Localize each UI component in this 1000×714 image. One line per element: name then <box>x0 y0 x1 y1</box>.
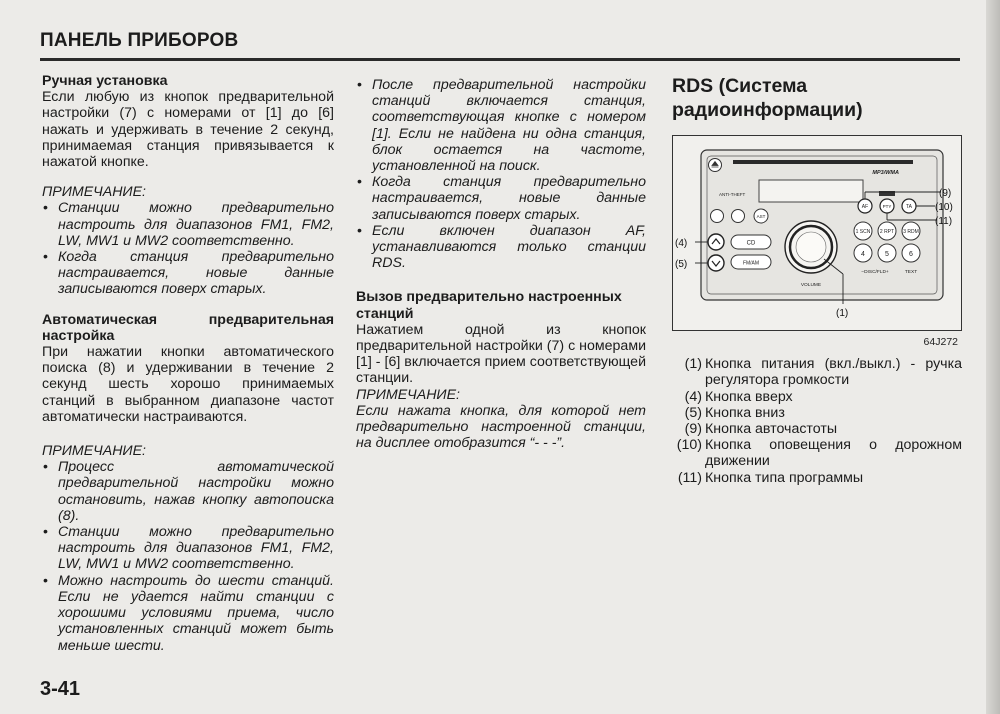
legend-item: (5) Кнопка вниз <box>684 404 785 421</box>
disc-fld-label: −DISC/FLD+ <box>861 270 889 275</box>
figure-legend <box>672 356 962 486</box>
note-list <box>42 200 334 297</box>
svg-text:PTY: PTY <box>882 204 892 209</box>
legend-item: (1) Кнопка питания (вкл./выкл.) - ручка регулятора громкости <box>684 356 962 389</box>
note-label: ПРИМЕЧАНИЕ: <box>42 443 146 460</box>
note-item: • Процесс автоматической предварительной настройки можно остановить, нажав кнопку автопоиска (8). <box>42 459 334 524</box>
page-number: 3-41 <box>40 678 81 700</box>
up-button-icon <box>708 234 724 250</box>
svg-text:AST: AST <box>756 214 766 219</box>
note-label: ПРИМЕЧАНИЕ: <box>42 184 146 201</box>
callout-9: (9) <box>939 188 952 199</box>
display-window <box>759 180 863 202</box>
callout-1: (1) <box>836 308 849 319</box>
manual-setup-heading: Ручная установка <box>42 73 168 89</box>
scan-button-icon <box>711 210 724 223</box>
note-item: • После предварительной настройки станций включается станция, соответствующая кнопке с номером [1]. Если не найдена ни одна станция, блок остается на частоте, установленной на поиск. <box>356 77 646 174</box>
svg-text:FM/AM: FM/AM <box>742 260 760 267</box>
note-item: • Станции можно предварительно настроить для диапазонов FM1, FM2, LW, MW1 и MW2 соответственно. <box>42 524 334 573</box>
svg-text:3 RDM: 3 RDM <box>903 229 919 235</box>
svg-text:6: 6 <box>909 251 913 258</box>
note-text: Если нажата кнопка, для которой нет предварительно настроенной станции, на дисплее отобразится “- - -”. <box>356 402 646 452</box>
legend-item: (10) Кнопка оповещения о дорожном движении <box>676 437 962 470</box>
down-button-icon <box>708 255 724 271</box>
note-list <box>42 459 334 653</box>
mode-button-icon <box>732 210 745 223</box>
svg-text:4: 4 <box>861 251 865 258</box>
right-column <box>672 74 962 486</box>
page-binding-edge <box>986 0 1000 714</box>
note-item: • Станции можно предварительно настроить для диапазонов FM1, FM2, LW, MW1 и MW2 соответственно. <box>42 200 334 249</box>
manual-setup-text: Если любую из кнопок предварительной настройки (7) с номерами от [1] до [6] нажать и удерживать в течение 2 секунд, принимаемая станция привязывается к нажатой кнопке. <box>42 89 334 171</box>
left-column <box>42 73 334 654</box>
anti-theft-label: ANTI-THEFT <box>719 192 746 197</box>
figure-code: 64J272 <box>923 336 958 348</box>
text-label: TEXT <box>904 270 918 275</box>
callout-11: (11) <box>935 216 953 227</box>
title-divider <box>40 58 960 61</box>
callout-5: (5) <box>675 259 688 270</box>
volume-label: VOLUME <box>800 283 822 288</box>
legend-item: (9) Кнопка авточастоты <box>684 421 838 438</box>
note-item: • Если включен диапазон AF, устанавливаются только станции RDS. <box>356 223 646 272</box>
svg-text:TA: TA <box>905 204 913 210</box>
recall-preset-text: Нажатием одной из кнопок предварительной настройки (7) с номерами [1] - [6] включается прием соответствующей станции. <box>356 321 646 387</box>
page-title: ПАНЕЛЬ ПРИБОРОВ <box>40 30 239 51</box>
auto-preset-heading: Автоматическая предварительная настройка <box>42 311 334 344</box>
legend-item: (11) Кнопка типа программы <box>677 469 864 486</box>
radio-panel-diagram <box>672 135 962 331</box>
cd-slot <box>733 160 913 164</box>
svg-text:5: 5 <box>885 251 889 258</box>
callout-4: (4) <box>675 238 688 249</box>
note-item: • Когда станция предварительно настраивается, новые данные записываются поверх старых. <box>42 249 334 298</box>
rds-section-title: RDS (Система радиоинформации) <box>672 75 863 121</box>
callout-10: (10) <box>935 202 953 213</box>
note-label: ПРИМЕЧАНИЕ: <box>356 386 460 403</box>
middle-column <box>356 77 646 451</box>
recall-preset-heading: Вызов предварительно настроенных станций <box>356 289 622 322</box>
note-item: • Когда станция предварительно настраивается, новые данные записываются поверх старых. <box>356 174 646 223</box>
svg-text:AF: AF <box>861 204 869 210</box>
svg-text:2 RPT: 2 RPT <box>879 229 895 235</box>
auto-preset-text: При нажатии кнопки автоматического поиска (8) и удерживании в течение 2 секунд шесть хорошо принимаемых станций в выбранном диапазоне частот автоматически настраиваются. <box>42 344 334 425</box>
mp3-wma-logo: MP3/WMA <box>872 170 899 176</box>
legend-item: (4) Кнопка вверх <box>684 388 793 405</box>
note-list <box>356 77 646 271</box>
svg-text:1 SCN: 1 SCN <box>855 229 871 235</box>
note-item: • Можно настроить до шести станций. Если не удается найти станции с хорошими условиями приема, число установленных станций может быть меньше шести. <box>42 573 334 654</box>
radio-panel-illustration <box>673 136 963 332</box>
svg-text:CD: CD <box>746 240 756 247</box>
